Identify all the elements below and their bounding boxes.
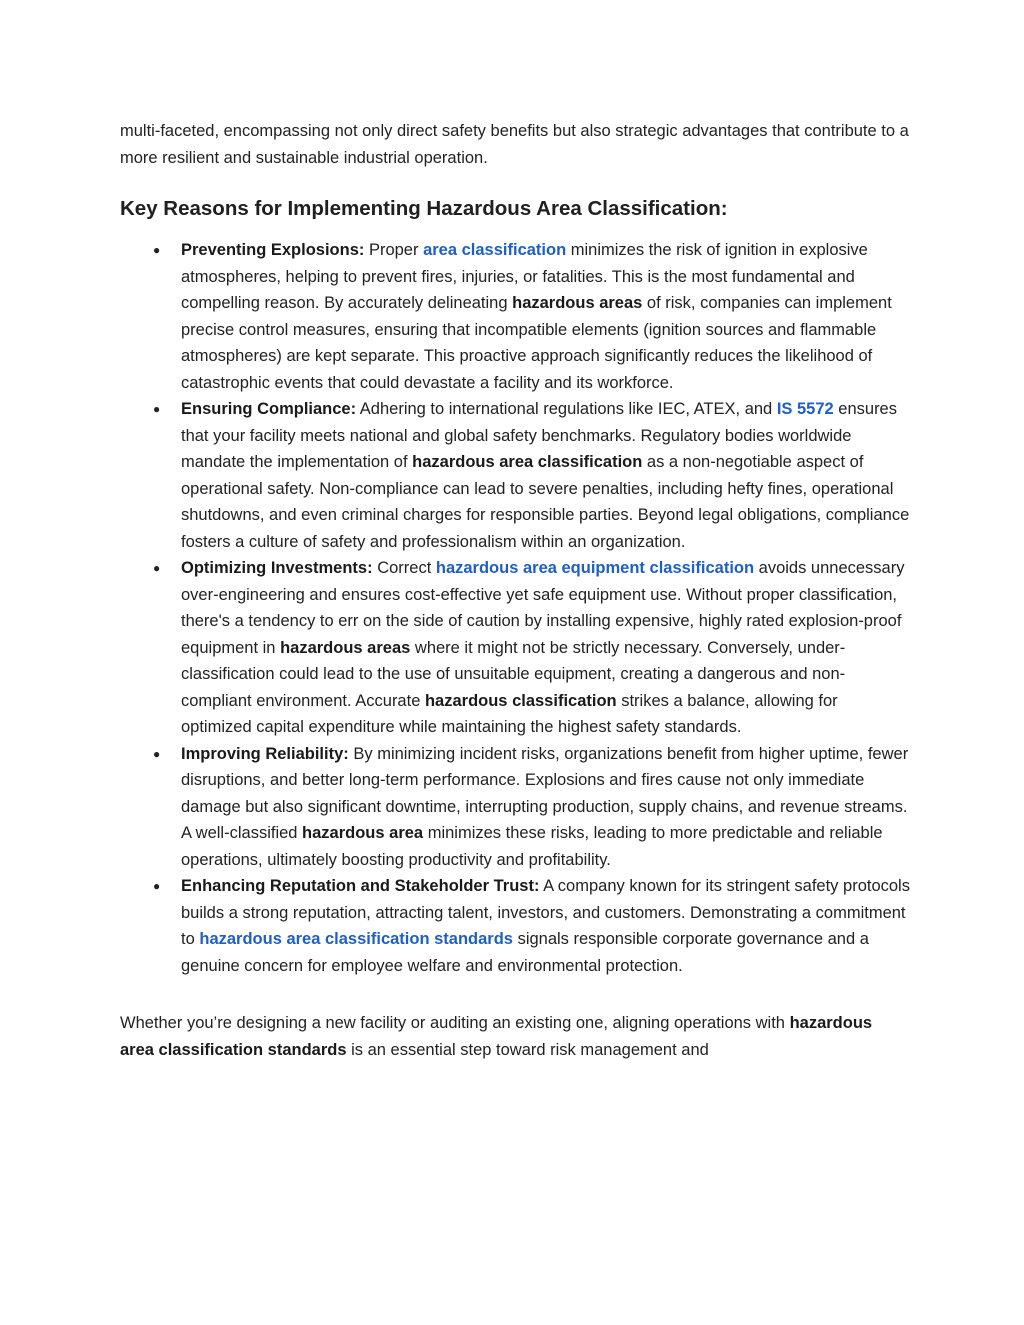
- list-item: [120, 555, 910, 741]
- closing-text: Whether you’re designing a new facility or auditing an existing one, aligning operations with: [120, 1014, 790, 1032]
- reason-text: avoids unnecessary over-engineering and ensures cost-effective yet safe equipment use. Without proper classification, there's a tendency to err on the side of caution by installing expensive, highly rated explosion-proof equipment in: [181, 559, 905, 657]
- bullet-icon: ●: [153, 243, 161, 257]
- reason-text: of risk, companies can implement precise control measures, ensuring that incompatible elements (ignition sources and flammable atmospheres) are kept separate. This proactive approach significantly reduces the likelihood of catastrophic events that could devastate a facility and its workforce.: [181, 294, 892, 392]
- reason-text: minimizes these risks, leading to more predictable and reliable operations, ultimately boosting productivity and profitability.: [181, 824, 883, 869]
- link-hazardous-area-equipment-classification[interactable]: hazardous area equipment classification: [435, 559, 755, 577]
- bold-term: hazardous area classification standards: [120, 1014, 873, 1059]
- link-hazardous-area-classification-standards[interactable]: hazardous area classification standards: [199, 930, 513, 948]
- link-is-5572[interactable]: IS 5572: [776, 400, 834, 418]
- bold-term: hazardous areas: [280, 638, 411, 657]
- reason-text: ensures that your facility meets national and global safety benchmarks. Regulatory bodies worldwide mandate the implementation of: [181, 400, 897, 471]
- link-area-classification[interactable]: area classification: [423, 241, 567, 259]
- section-heading: Key Reasons for Implementing Hazardous Area Classification:: [120, 197, 728, 220]
- intro-paragraph: multi-faceted, encompassing not only direct safety benefits but also strategic advantages that contribute to a more resilient and sustainable industrial operation.: [120, 122, 909, 167]
- reason-text: A company known for its stringent safety protocols builds a strong reputation, attracting talent, investors, and customers. Demonstrating a commitment to: [181, 877, 910, 948]
- bold-term: hazardous area classification: [412, 453, 643, 471]
- reason-text: Proper: [364, 241, 424, 259]
- list-item: [120, 741, 910, 874]
- reason-text: Correct: [372, 559, 436, 577]
- bold-term: hazardous area: [302, 824, 424, 842]
- reason-title: Improving Reliability:: [181, 744, 349, 763]
- bold-term: hazardous classification: [424, 691, 617, 710]
- closing-text: is an essential step toward risk management and: [346, 1040, 709, 1059]
- document-page: [120, 118, 910, 1063]
- bullet-icon: ●: [153, 746, 161, 761]
- list-item: [120, 873, 910, 979]
- reason-title: Preventing Explosions:: [181, 241, 365, 259]
- reason-text: as a non-negotiable aspect of operational safety. Non-compliance can lead to severe penalties, including hefty fines, operational shutdowns, and even criminal charges for responsible parties. Beyond legal obligations, compliance fosters a culture of safety and professionalism within an organization.: [181, 453, 910, 551]
- bullet-icon: ●: [153, 402, 161, 416]
- reason-text: minimizes the risk of ignition in explosive atmospheres, helping to prevent fires, injuries, or fatalities. This is the most fundamental and compelling reason. By accurately delineating: [181, 241, 868, 312]
- reason-title: Ensuring Compliance:: [181, 400, 357, 418]
- bullet-icon: ●: [153, 561, 161, 575]
- bullet-icon: ●: [153, 879, 161, 893]
- reason-text: strikes a balance, allowing for optimized capital expenditure while maintaining the highest safety standards.: [181, 691, 838, 736]
- list-item: [120, 237, 910, 396]
- list-item: [120, 396, 910, 555]
- reason-text: Adhering to international regulations like IEC, ATEX, and: [356, 400, 777, 418]
- closing-paragraph: [120, 1010, 910, 1063]
- reasons-list: [120, 237, 910, 979]
- reason-text: By minimizing incident risks, organizations benefit from higher uptime, fewer disruptions, and better long-term performance. Explosions and fires cause not only immediate damage but also significant downtime, interrupting production, supply chains, and revenue streams. A well-classified: [181, 744, 909, 842]
- reason-title: Optimizing Investments:: [181, 559, 373, 577]
- reason-text: where it might not be strictly necessary. Conversely, under-classification could lead to the use of unsuitable equipment, creating a dangerous and non-compliant environment. Accurate: [181, 638, 846, 710]
- reason-title: Enhancing Reputation and Stakeholder Trust:: [181, 877, 540, 895]
- reason-text: signals responsible corporate governance and a genuine concern for employee welfare and environmental protection.: [181, 930, 869, 975]
- bold-term: hazardous areas: [512, 294, 643, 312]
